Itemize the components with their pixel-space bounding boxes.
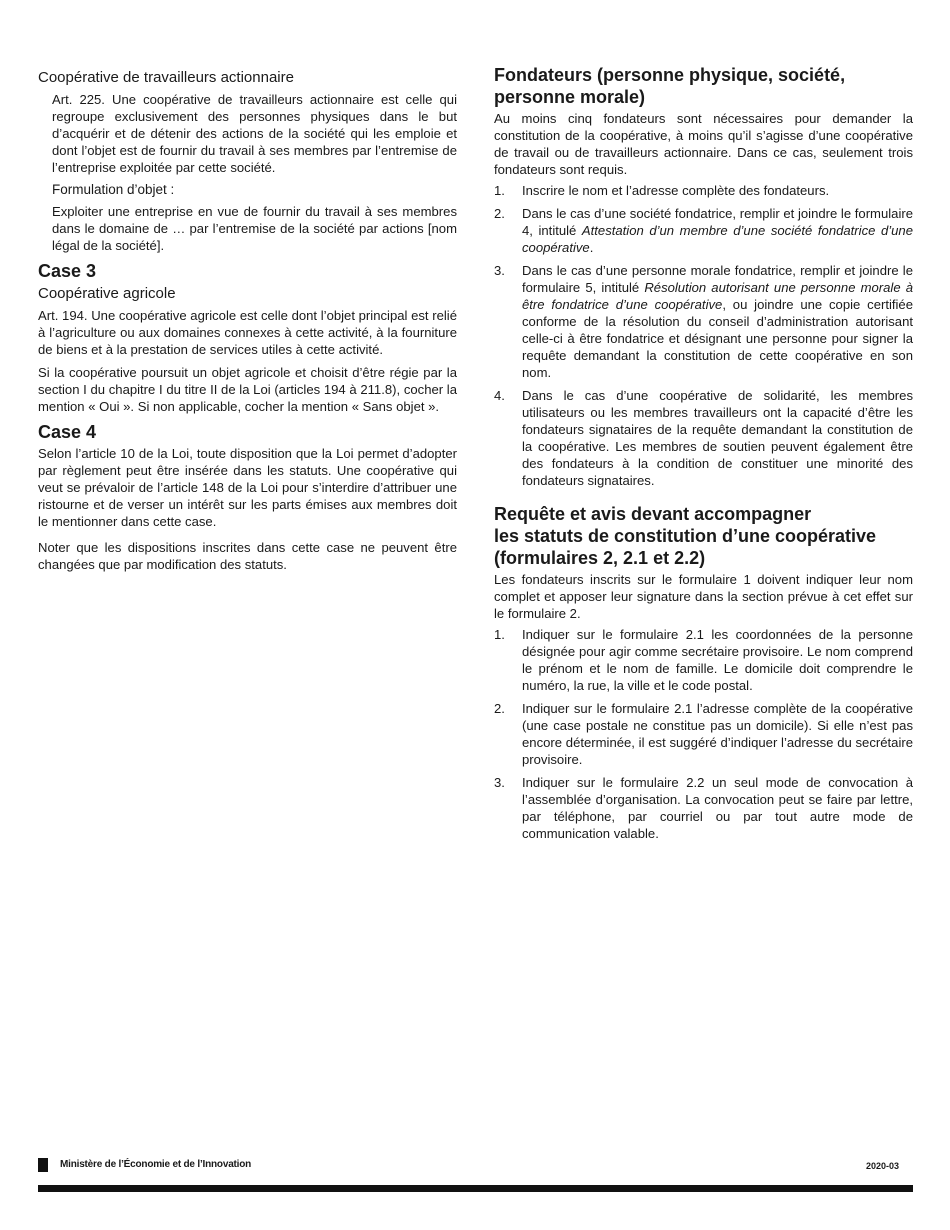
founders-title: Fondateurs (personne physique, société, personne morale) [494, 65, 846, 107]
ministry-name: Ministère de l’Économie et de l’Innovation [60, 1159, 252, 1170]
formulation-text: Exploiter une entreprise en vue de fournir du travail à ses membres dans le domaine de … par l’entremise de la société par actions [nom légal de la société]. [52, 204, 457, 253]
founders-list [494, 182, 913, 489]
form-date: 2020-03 [865, 1161, 899, 1171]
list-item: 3. Dans le cas d’une personne morale fondatrice, remplir et joindre le formulaire 5, intitulé Résolution autorisant une personne morale à être fondatrice d’une coopérative, ou joindre une copie certifiée conforme de la résolution du conseil d’administration autorisant celle-ci à être fondatrice et désignant une personne pour signer la requête demandant la constitution de cette coopérative en son nom. [494, 263, 914, 380]
list-item: 1. Indiquer sur le formulaire 2.1 les coordonnées de la personne désignée pour agir comme secrétaire provisoire. Le nom comprend le prénom et le nom de famille. Le domicile doit comprendre le numéro, la rue, la ville et le code postal. [494, 627, 913, 693]
right-column [494, 64, 913, 848]
footer-square-icon [38, 1158, 48, 1172]
formulation-label: Formulation d’objet : [52, 182, 175, 197]
list-item: 1. Inscrire le nom et l’adresse complète des fondateurs. [494, 183, 830, 198]
case4-paragraph-1: Selon l’article 10 de la Loi, toute disposition que la Loi permet d’adopter par règlement peut être insérée dans les statuts. Une coopérative qui veut se prévaloir de l’article 148 de la Loi pour s’interdire d’attribuer une ristourne et de verser un intérêt sur les parts émises aux membres doit le mentionner dans cette case. [38, 446, 457, 529]
list-item: 3. Indiquer sur le formulaire 2.2 un seul mode de convocation à l’assemblée d’organisation. La convocation peut se faire par lettre, par téléphone, par courriel ou par tout autre mode de communication valable. [494, 775, 913, 841]
list-item: 2. Indiquer sur le formulaire 2.1 l’adresse complète de la coopérative (une case postale ne constitue pas un domicile). Si elle n’est pas encore déterminée, il est suggéré d’indiquer l’adresse du secrétaire provisoire. [494, 701, 913, 767]
worker-coop-body [38, 91, 457, 254]
case3-paragraph-2: Si la coopérative poursuit un objet agricole et choisit d’être régie par la section I du chapitre I du titre II de la Loi (articles 194 à 211.8), cocher la mention « Oui ». Si non applicable, cocher la mention « Sans objet ». [38, 365, 457, 414]
case4-paragraph-2: Noter que les dispositions inscrites dans cette case ne peuvent être changées que par modification des statuts. [38, 540, 457, 572]
request-intro: Les fondateurs inscrits sur le formulaire 1 doivent indiquer leur nom complet et apposer leur signature dans la section prévue à cet effet sur le formulaire 2. [494, 572, 913, 621]
list-item: 4. Dans le cas d’une coopérative de solidarité, les membres utilisateurs ou les membres travailleurs ont la capacité d’être les fondateurs signataires de la requête demandant la constitution de la coopérative. Les membres de soutien peuvent également être des fondateurs à la condition de constituer une minorité des fondateurs signataires. [494, 388, 913, 488]
list-item: 2. Dans le cas d’une société fondatrice, remplir et joindre le formulaire 4, intitulé Attestation d’un membre d’une société fondatrice d’une coopérative. [494, 206, 913, 255]
worker-coop-article: Art. 225. Une coopérative de travailleurs actionnaire est celle qui regroupe exclusivement des personnes physiques dans le but d’acquérir et de détenir des actions de la société qui les emploie et dont l’objet est de fournir du travail à ses membres par l’entremise de l’entreprise exploitée par cette société. [52, 92, 457, 175]
page-footer [38, 1158, 913, 1174]
founders-intro: Au moins cinq fondateurs sont nécessaires pour demander la constitution de la coopérative, à moins qu’il s’agisse d’une coopérative de travail ou de travailleurs actionnaire. Dans ce cas, seulement trois fondateurs sont requis. [494, 111, 913, 177]
case3-subtitle: Coopérative agricole [38, 285, 176, 302]
footer-rule [38, 1185, 913, 1192]
worker-coop-subtitle: Coopérative de travailleurs actionnaire [38, 69, 294, 86]
left-column [38, 68, 457, 573]
case3-paragraph-1: Art. 194. Une coopérative agricole est celle dont l’objet principal est relié à l’agriculture ou aux domaines connexes à cette activité, à la fourniture de biens et à la prestation de services utiles à cette activité. [38, 308, 457, 357]
request-title: Requête et avis devant accompagner les statuts de constitution d’une coopérative (formulaires 2, 2.1 et 2.2) [494, 504, 877, 568]
case3-title: Case 3 [38, 261, 97, 281]
case4-title: Case 4 [38, 422, 97, 442]
request-list [494, 626, 913, 842]
